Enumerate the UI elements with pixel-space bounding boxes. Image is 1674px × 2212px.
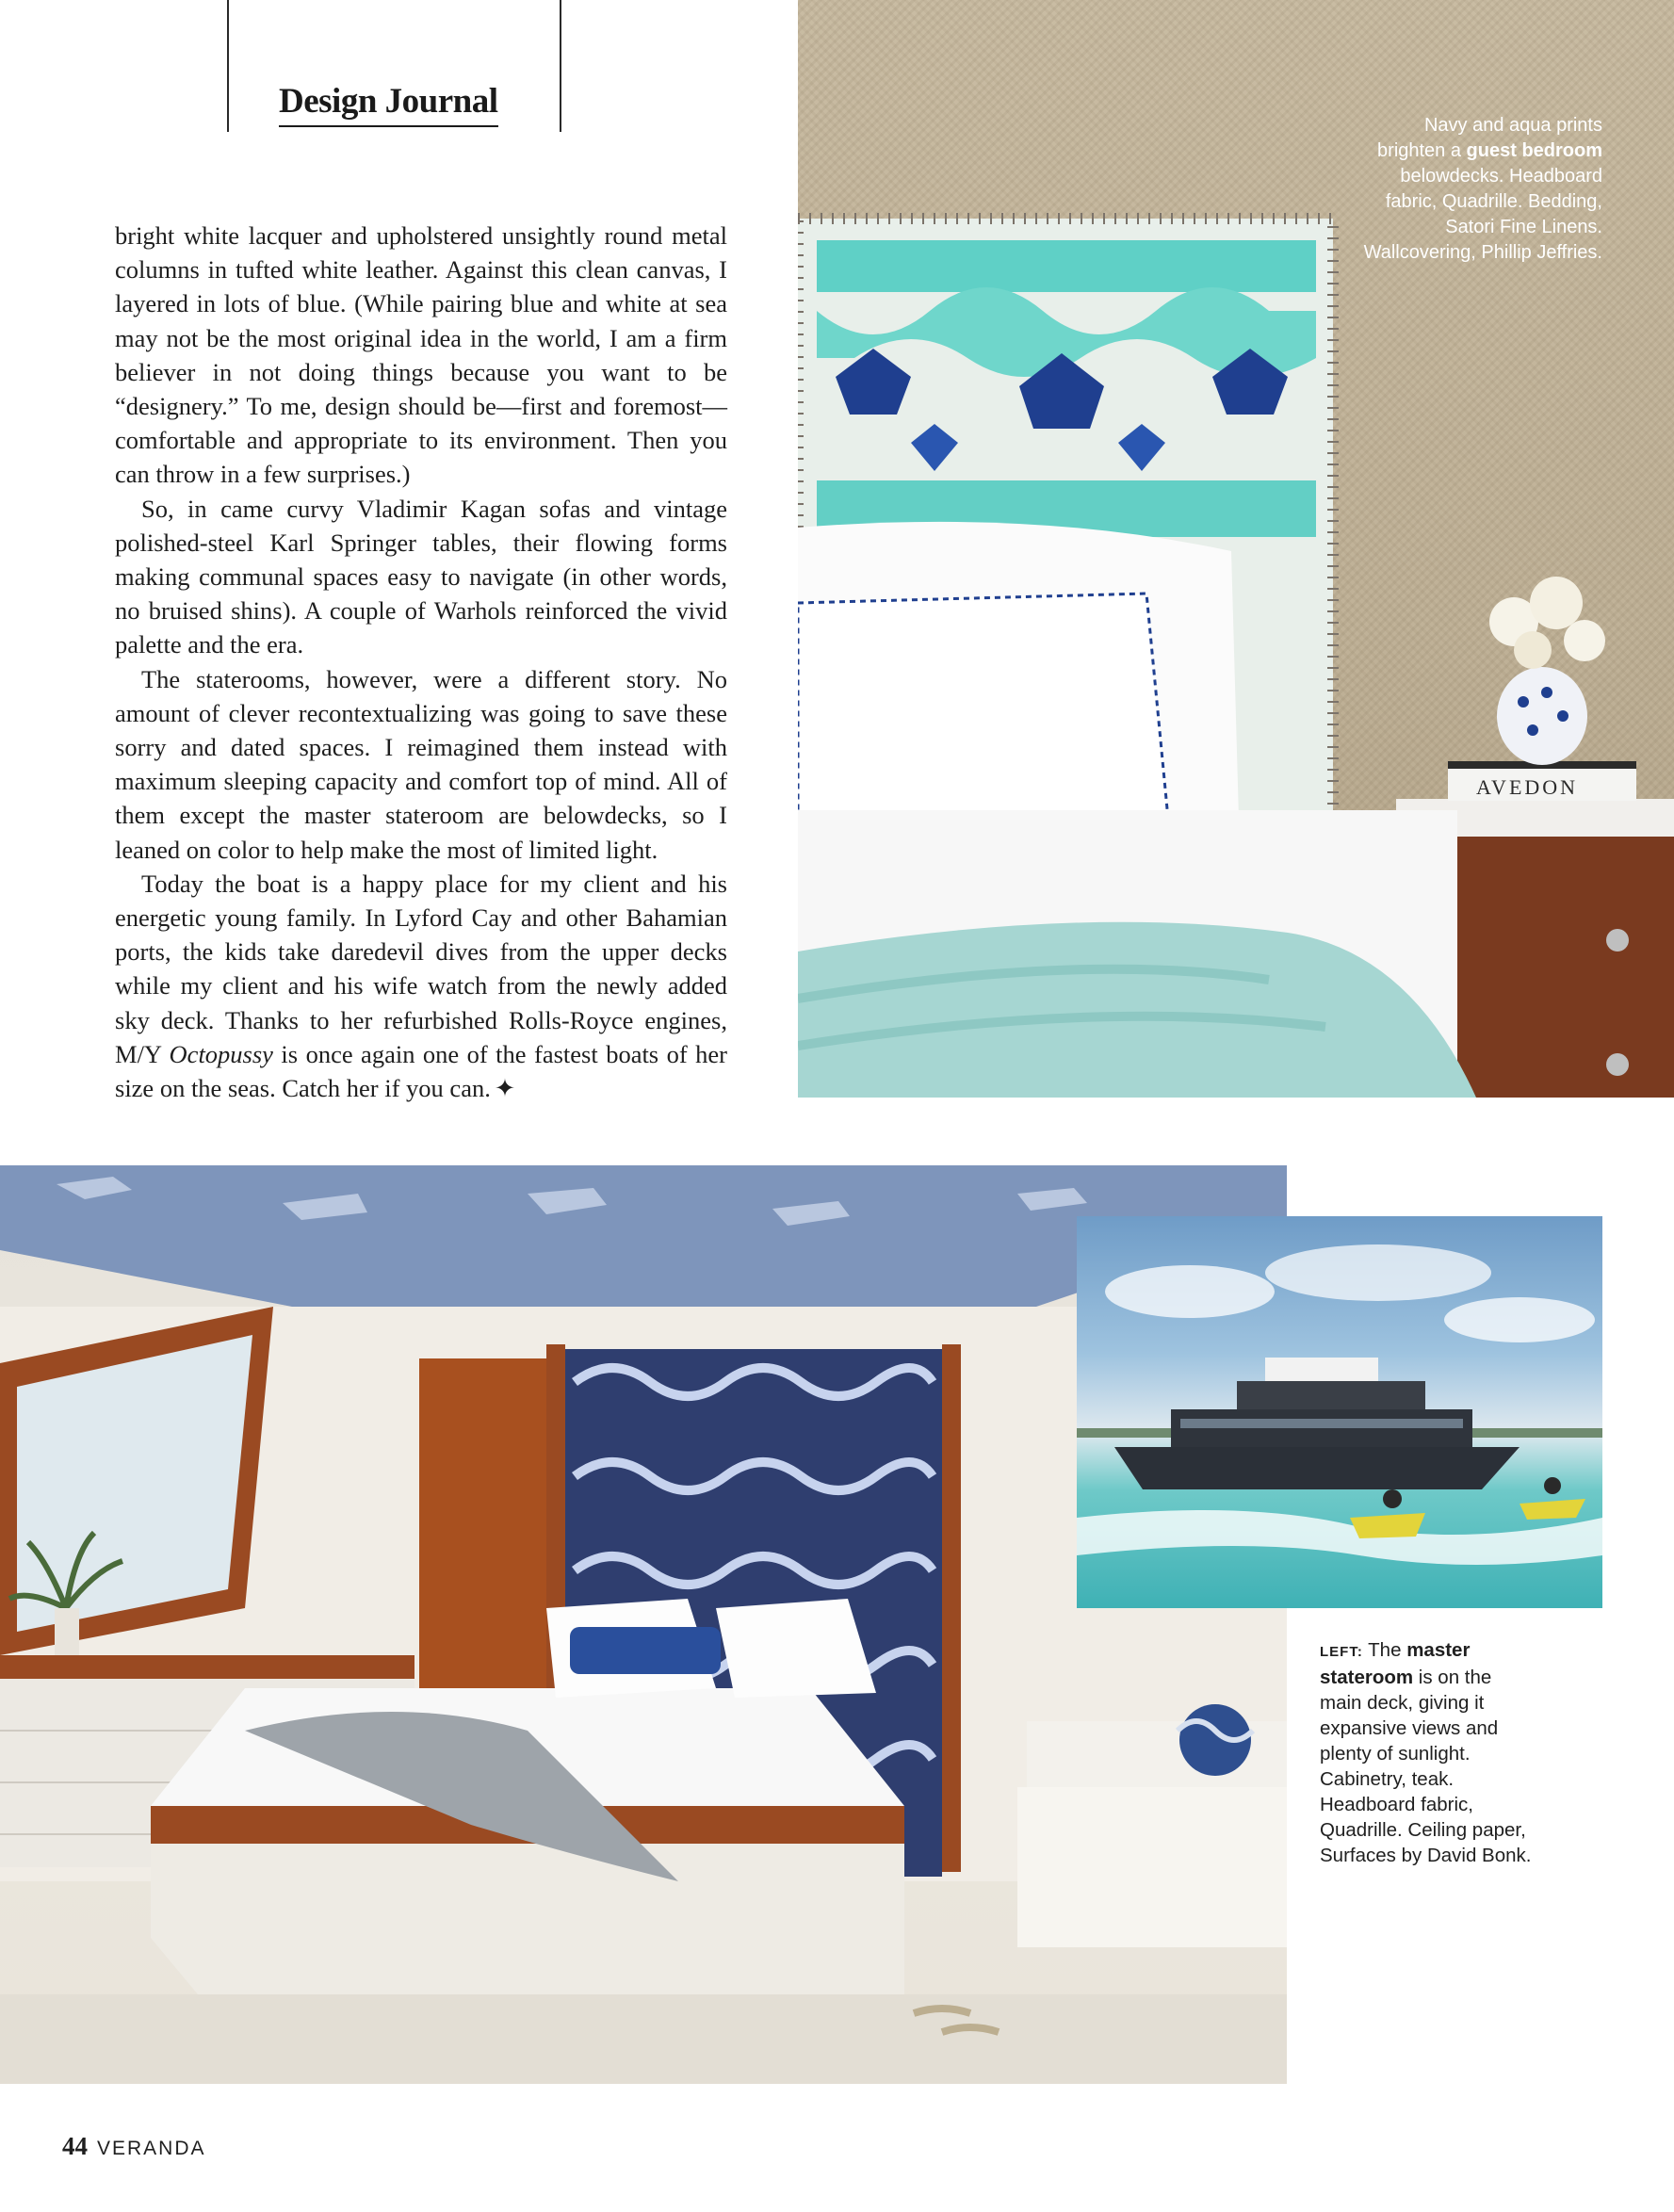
magazine-name: VERANDA [97,2138,206,2159]
master-caption-rest: is on the main deck, giving it expansive views and plenty of sunlight. Cabinetry, teak. Headboard fabric, Quadrille. Ceiling paper, Surfaces by David Bonk. [1320,1667,1532,1866]
yacht-illustration [1077,1216,1602,1608]
paragraph-4-end: is once again one of the fastest boats of her size on the seas. Catch her if you can. [115,1039,727,1103]
master-stateroom-caption [1320,1637,1536,1868]
page-number: 44 [62,2132,88,2160]
yacht-name: Octopussy [169,1039,273,1068]
book-spine-text: AVEDON [1476,775,1579,799]
header-rule-left [227,0,229,132]
paragraph-4-start: Today the boat is a happy place for my client and his energetic young family. In Lyford Cay and other Bahamian ports, the kids take daredevil dives from the upper decks while my client and his wife watch from the newly added sky deck. Thanks to her refurbished Rolls-Royce engines, M/Y [115,869,727,1068]
paragraph-3: The staterooms, however, were a different story. No amount of clever recontextualizing was going to save these sorry and dated spaces. I reimagined them instead with maximum sleeping capacity and comfort top of mind. All of them except the master stateroom are belowdecks, so I leaned on color to help make the most of limited light. [115,664,727,864]
guest-caption-rest: belowdecks. Headboard fabric, Quadrille. Bedding, Satori Fine Linens. Wallcovering, Phillip Jeffries. [1363,166,1602,263]
paragraph-4 [115,867,727,1105]
master-caption-lead: The [1362,1639,1407,1661]
caption-kicker: LEFT: [1320,1644,1363,1660]
yacht-photo [1077,1216,1602,1608]
master-caption-bold: master stateroom [1320,1639,1471,1688]
guest-caption-bold: guest bedroom [1466,140,1602,161]
section-title: Design Journal [279,81,498,127]
folio [62,2132,206,2161]
guest-bedroom-caption [1357,113,1602,266]
guest-caption-lead: Navy and aqua prints brighten a [1377,115,1602,161]
guest-bedroom-photo [798,0,1674,1098]
paragraph-2: So, in came curvy Vladimir Kagan sofas and vintage polished-steel Karl Springer tables, their flowing forms making communal spaces easy to navigate (in other words, no bruised shins). A couple of Warhols reinforced the vivid palette and the era. [115,494,727,659]
header-rule-right [560,0,561,132]
paragraph-1: bright white lacquer and upholstered unsightly round metal columns in tufted white leather. Against this clean canvas, I layered in lots of blue. (While pairing blue and white at sea may not be the most original idea in the world, I am a firm believer in not doing things because you want to be “designery.” To me, design should be—first and foremost—comfortable and appropriate to its environment. Then you can throw in a few surprises.) [115,221,727,489]
article-body [115,219,727,1105]
end-mark-icon: ✦ [494,1074,516,1103]
